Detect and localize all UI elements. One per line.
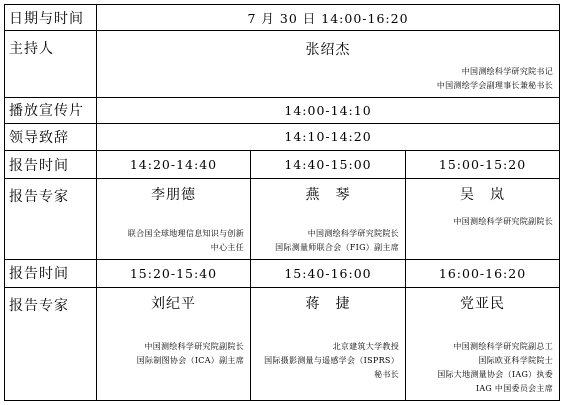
time-slot: 14:40-15:00 xyxy=(251,151,406,179)
host-label: 主持人 xyxy=(5,31,97,98)
expert-title: 联合国全球地理信息知识与创新 xyxy=(127,228,244,238)
expert-titles xyxy=(128,227,244,255)
experts-label: 报告专家 xyxy=(5,288,97,401)
expert-title: 国际测量师联合会（FIG）副主席 xyxy=(275,242,399,252)
report-time-label: 报告时间 xyxy=(5,151,97,179)
expert-title: 国际欧亚科学院院士 xyxy=(478,356,554,365)
report-time-label: 报告时间 xyxy=(5,259,97,287)
host-title: 中国测绘学会副理事长兼秘书长 xyxy=(436,80,554,90)
expert-cell xyxy=(406,288,560,401)
expert-name: 党亚民 xyxy=(460,296,506,313)
expert-name: 刘纪平 xyxy=(151,296,196,313)
time-slot: 15:40-16:00 xyxy=(251,259,406,287)
report-time-row xyxy=(5,259,560,287)
expert-title: 中国测绘科学研究院副总工 xyxy=(453,342,554,351)
expert-title: 中国测绘科学研究院副院长 xyxy=(144,342,244,351)
expert-cell xyxy=(251,288,406,401)
expert-titles xyxy=(264,340,399,382)
speech-label: 领导致辞 xyxy=(5,123,97,150)
expert-name: 吴 岚 xyxy=(460,187,506,204)
schedule-table xyxy=(4,4,560,401)
expert-title: 国际制图协会（ICA）副主席 xyxy=(136,356,244,365)
expert-cell xyxy=(97,179,251,260)
expert-titles xyxy=(453,215,553,229)
expert-cell xyxy=(251,179,406,260)
experts-label: 报告专家 xyxy=(5,179,97,260)
experts-row xyxy=(5,179,560,260)
date-value: 7 月 30 日 14:00-16:20 xyxy=(97,5,560,31)
expert-title: 北京建筑大学教授 xyxy=(332,342,399,351)
expert-titles xyxy=(137,340,244,368)
video-label: 播放宣传片 xyxy=(5,97,97,123)
expert-title: 国际大地测量协会（IAG）执委 xyxy=(437,370,554,379)
time-slot: 15:00-15:20 xyxy=(406,151,560,179)
expert-titles xyxy=(275,227,399,255)
report-time-row xyxy=(5,151,560,179)
video-row xyxy=(5,97,560,123)
expert-title: 国际摄影测量与遥感学会（ISPRS） xyxy=(264,356,399,365)
expert-title: 中心主任 xyxy=(210,242,244,252)
date-row xyxy=(5,5,560,31)
experts-row xyxy=(5,288,560,401)
speech-time: 14:10-14:20 xyxy=(97,123,560,150)
expert-titles xyxy=(437,340,553,396)
host-row xyxy=(5,31,560,98)
date-label: 日期与时间 xyxy=(5,5,97,31)
time-slot: 15:20-15:40 xyxy=(97,259,251,287)
time-slot: 14:20-14:40 xyxy=(97,151,251,179)
host-title: 中国测绘科学研究院书记 xyxy=(461,66,554,76)
expert-name: 李朋德 xyxy=(151,187,196,204)
expert-title: 中国测绘科学研究院院长 xyxy=(307,228,399,238)
host-cell xyxy=(97,31,560,98)
expert-title: 中国测绘科学研究院副院长 xyxy=(453,216,554,226)
time-slot: 16:00-16:20 xyxy=(406,259,560,287)
expert-cell xyxy=(406,179,560,260)
expert-name: 燕 琴 xyxy=(305,187,351,204)
expert-cell xyxy=(97,288,251,401)
speech-row xyxy=(5,123,560,150)
expert-name: 蒋 捷 xyxy=(305,296,351,313)
video-time: 14:00-14:10 xyxy=(97,97,560,123)
expert-title: IAG 中国委员会主席 xyxy=(475,384,554,393)
host-name: 张绍杰 xyxy=(305,42,351,59)
host-titles xyxy=(437,65,553,93)
expert-title: 秘书长 xyxy=(374,370,399,379)
